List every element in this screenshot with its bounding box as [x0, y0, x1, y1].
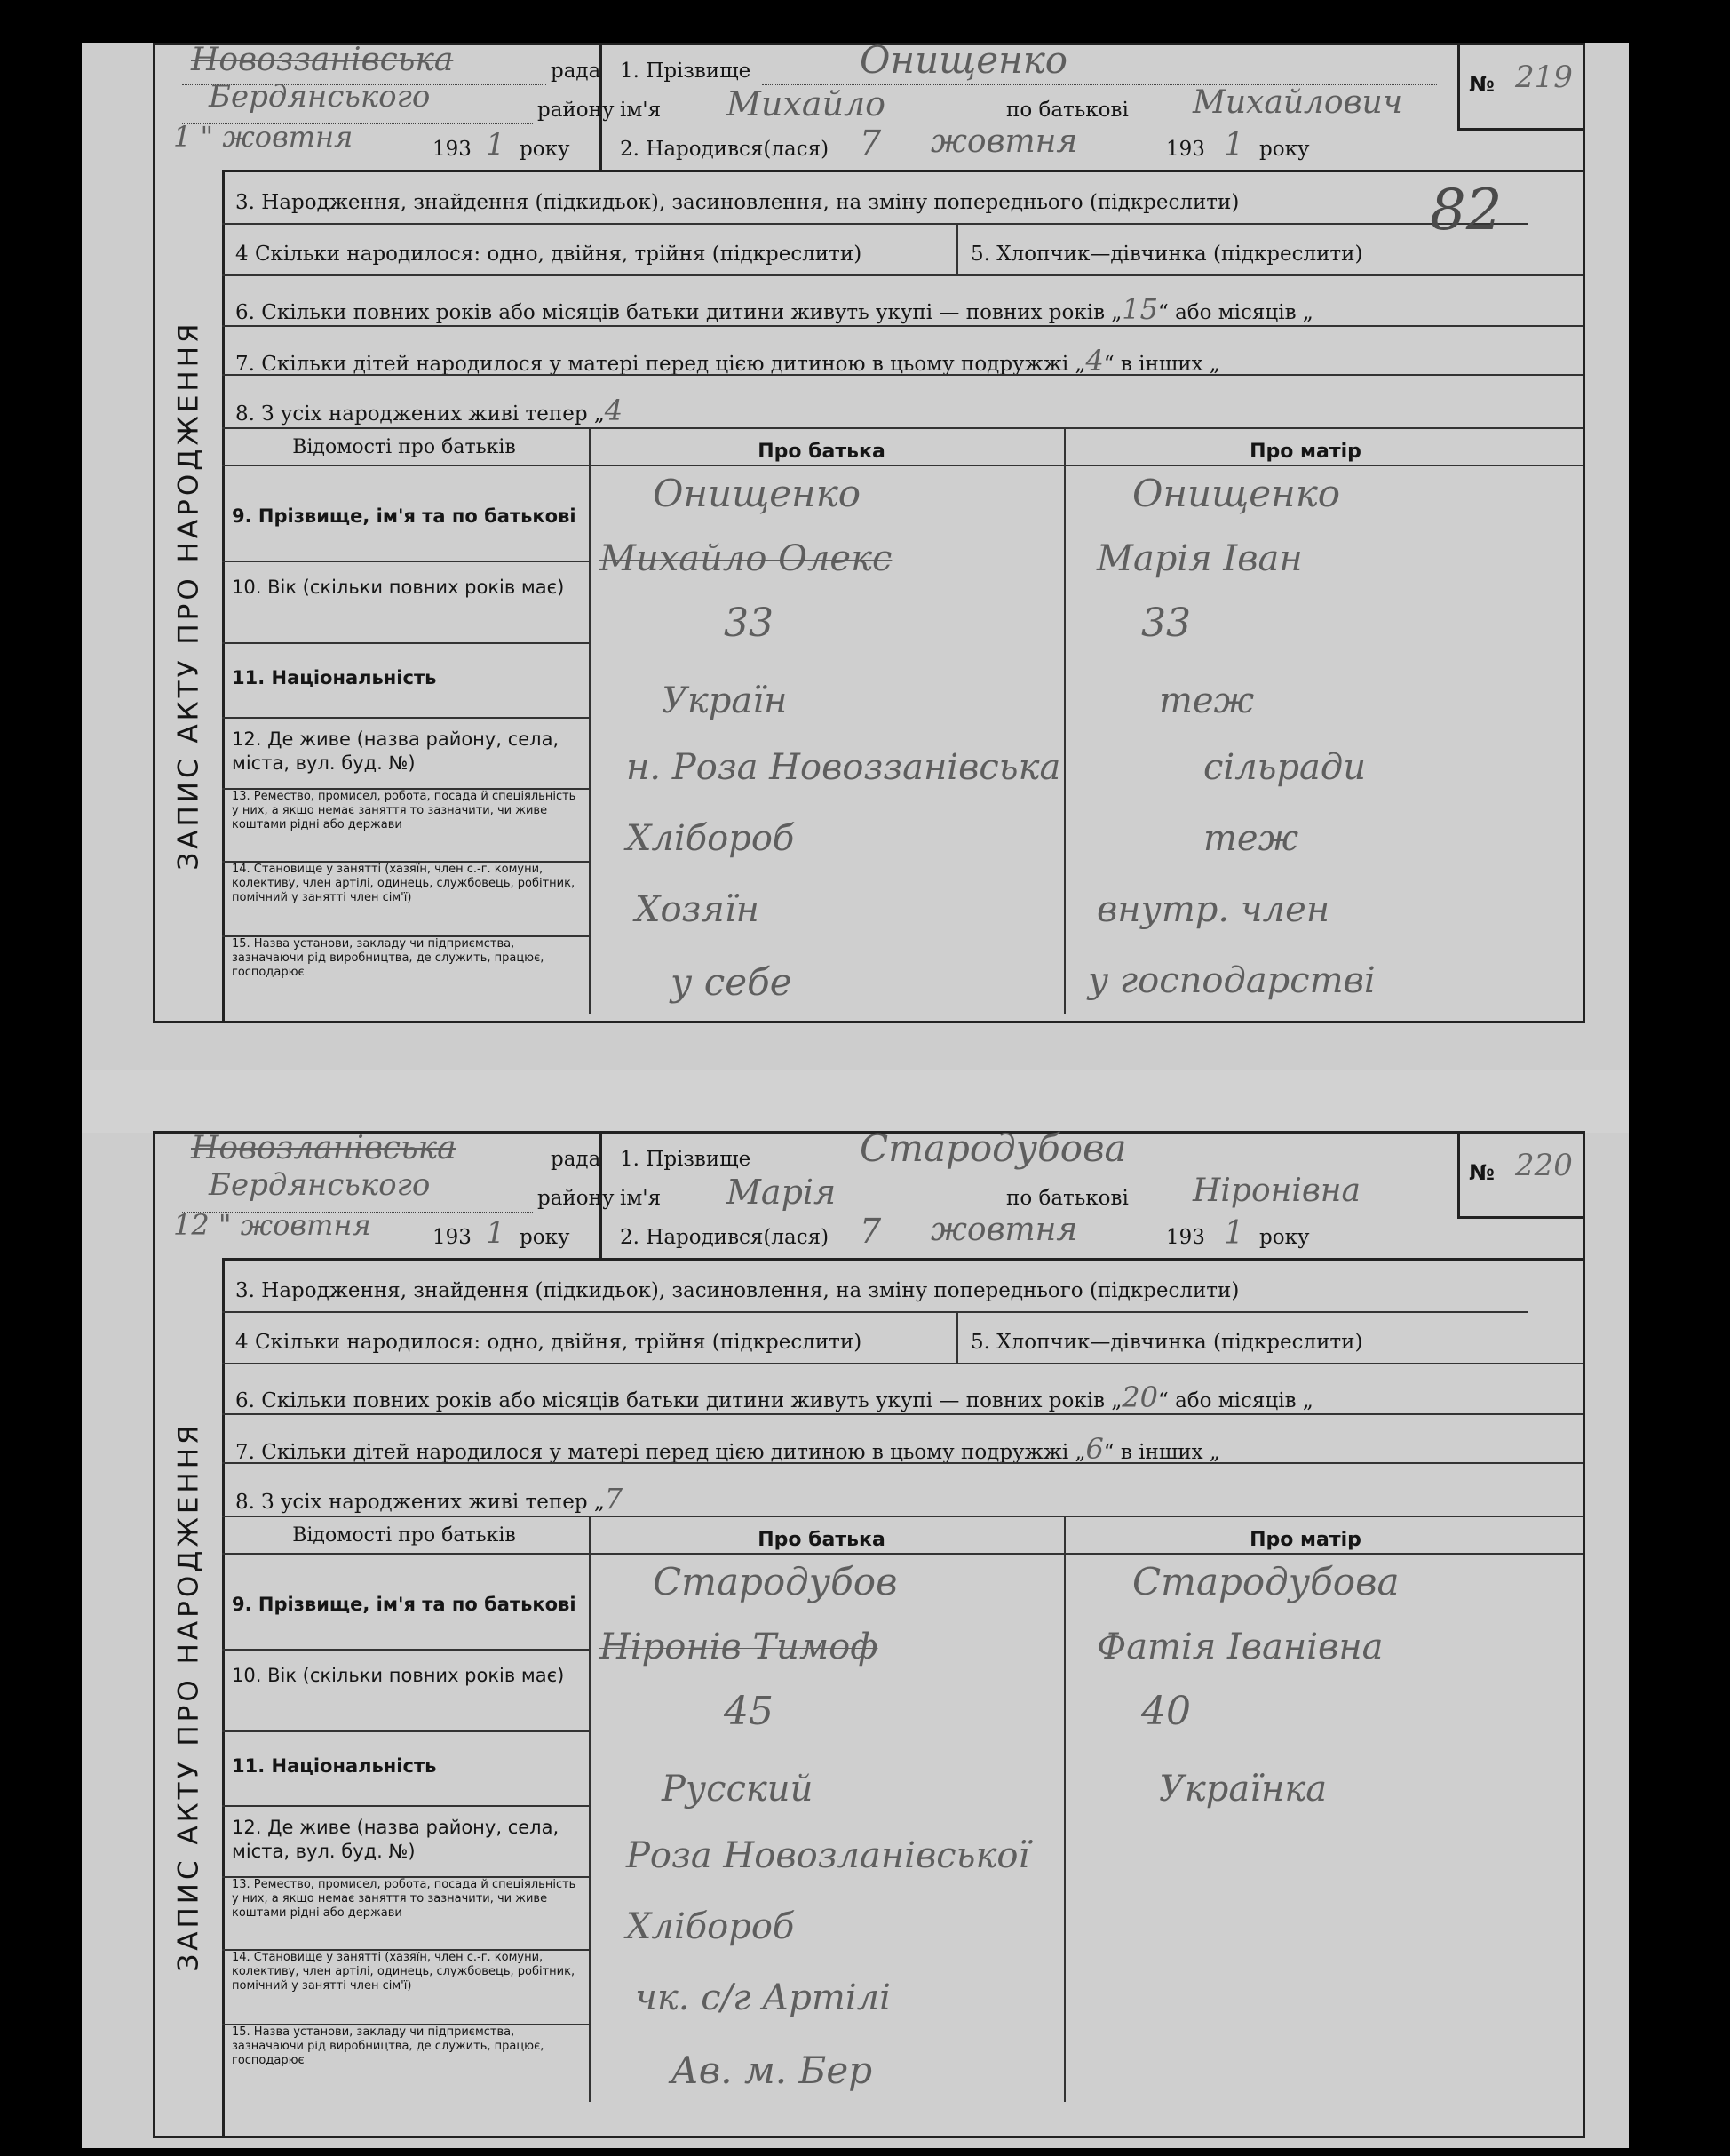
surname-label: 1. Прізвище	[620, 60, 751, 83]
record-title-vertical: ЗАПИС АКТУ ПРО НАРОДЖЕННЯ	[172, 320, 205, 871]
table-header-mother: Про матір	[1250, 441, 1361, 463]
handwritten-years-together: 20	[1122, 1380, 1158, 1414]
handwritten-raion: Бердянського	[209, 1167, 431, 1203]
row-14-status: 14. Становище у занятті (хазяїн, член с.-г. комуни, колективу, член артілі, одинець, службовець, робітник, помічний у занятті член сім'ї)	[232, 1951, 575, 1993]
handwritten-born-month: жовтня	[931, 123, 1078, 160]
mother-occupation: теж	[1203, 818, 1299, 859]
handwritten-date-year: 1	[486, 127, 505, 163]
mother-name: Фатія Іванівна	[1097, 1627, 1384, 1667]
mother-age: 40	[1141, 1689, 1191, 1734]
row-10-age: 10. Вік (скільки повних років має)	[232, 1665, 565, 1686]
handwritten-born-month: жовтня	[931, 1212, 1078, 1248]
raion-label: району	[537, 99, 615, 122]
handwritten-raion: Бердянського	[209, 79, 431, 115]
handwritten-patronymic: Ніронівна	[1193, 1173, 1361, 1209]
handwritten-living-now: 4	[604, 394, 623, 427]
handwritten-born-year: 1	[1224, 127, 1244, 163]
father-surname: Онищенко	[653, 472, 861, 515]
father-surname: Стародубов	[653, 1560, 898, 1603]
patronymic-label: по батькові	[1006, 99, 1129, 122]
born-label: 2. Народився(лася)	[620, 1226, 829, 1249]
handwritten-name: Михайло	[726, 84, 886, 123]
father-residence: Роза Новозланівської	[626, 1835, 1030, 1876]
row-6-years-together: 6. Скільки повних років або місяців батьки дитини живуть укупі — повних років „15“ або місяців „	[235, 292, 1313, 326]
mother-status: внутр. член	[1097, 889, 1330, 930]
handwritten-name: Марія	[726, 1173, 837, 1212]
surname-label: 1. Прізвище	[620, 1148, 751, 1171]
handwritten-children-before: 6	[1085, 1432, 1104, 1466]
row-5-sex: 5. Хлопчик—дівчинка (підкреслити)	[971, 1331, 1363, 1354]
father-status: чк. с/г Артілі	[635, 1977, 891, 2018]
record-number-box	[1457, 1134, 1583, 1219]
birth-record-2	[153, 1126, 1585, 2138]
row-3-birth-type: 3. Народження, знайдення (підкидьок), засиновлення, на зміну попереднього (підкреслити)	[235, 191, 1240, 214]
number-label: №	[1469, 1160, 1495, 1185]
rada-label: рада	[551, 60, 601, 83]
mother-age: 33	[1141, 601, 1191, 646]
handwritten-rada: Новоззанівська	[191, 42, 454, 78]
record-title-vertical: ЗАПИС АКТУ ПРО НАРОДЖЕННЯ	[172, 1421, 205, 1972]
handwritten-living-now: 7	[604, 1482, 623, 1516]
header-main	[602, 1126, 1455, 1258]
row-11-nationality: 11. Національність	[232, 667, 437, 688]
handwritten-children-before: 4	[1085, 344, 1104, 378]
mother-residence: сільради	[1203, 747, 1367, 788]
handwritten-born-day: 7	[860, 1212, 882, 1251]
handwritten-date: 1 " жовтня	[173, 120, 353, 154]
year-prefix: 193	[432, 138, 472, 161]
row-7-children-before: 7. Скільки дітей народилося у матері перед цією дитиною в цьому подружжі „6“ в інших „	[235, 1432, 1220, 1466]
father-name: Михайло Олекс	[599, 538, 893, 579]
handwritten-born-day: 7	[860, 123, 882, 163]
name-label: ім'я	[620, 1187, 662, 1210]
handwritten-surname: Стародубова	[860, 1126, 1127, 1170]
handwritten-surname: Онищенко	[860, 38, 1068, 82]
mother-surname: Стародубова	[1132, 1560, 1400, 1603]
handwritten-date: 12 " жовтня	[173, 1208, 371, 1242]
mother-surname: Онищенко	[1132, 472, 1341, 515]
father-age: 33	[724, 601, 774, 646]
row-9-full-name: 9. Прізвище, ім'я та по батькові	[232, 505, 576, 527]
rada-label: рада	[551, 1148, 601, 1171]
handwritten-record-number: 220	[1515, 1148, 1573, 1183]
number-label: №	[1469, 72, 1495, 97]
father-status: Хозяїн	[635, 889, 759, 930]
mother-nationality: теж	[1159, 680, 1255, 721]
row-8-living-now: 8. З усіх народжених живі тепер „4	[235, 394, 623, 427]
father-residence: н. Роза Новоззанівська	[626, 747, 1061, 788]
row-15-workplace: 15. Назва установи, закладу чи підприємства, зазначаючи рід виробництва, де служить, працює, господарює	[232, 2025, 544, 2067]
row-13-occupation: 13. Ремество, промисел, робота, посада й спеціяльність у них, а якщо немає заняття то зазначити, чи живе коштами рідні або держави	[232, 790, 576, 831]
table-header-info: Відомості про батьків	[292, 1524, 516, 1547]
header-left	[155, 1130, 615, 1258]
born-year-prefix: 193	[1166, 138, 1205, 161]
born-year-prefix: 193	[1166, 1226, 1205, 1249]
row-8-living-now: 8. З усіх народжених живі тепер „7	[235, 1482, 623, 1516]
table-header-info: Відомості про батьків	[292, 436, 516, 458]
row-11-nationality: 11. Національність	[232, 1755, 437, 1777]
birth-record-1	[153, 38, 1585, 1023]
handwritten-patronymic: Михайлович	[1193, 84, 1403, 121]
father-workplace: у себе	[671, 960, 792, 1004]
father-occupation: Хлібороб	[626, 1906, 795, 1947]
handwritten-record-number: 219	[1515, 60, 1573, 95]
year-prefix: 193	[432, 1226, 472, 1249]
mother-name: Марія Іван	[1097, 538, 1303, 579]
father-occupation: Хлібороб	[626, 818, 795, 859]
born-year-label: року	[1259, 138, 1310, 161]
father-nationality: Русский	[662, 1769, 813, 1810]
father-nationality: Україн	[662, 680, 788, 721]
table-header-mother: Про матір	[1250, 1529, 1361, 1551]
year-label: року	[520, 1226, 570, 1249]
row-13-occupation: 13. Ремество, промисел, робота, посада й спеціяльність у них, а якщо немає заняття то зазначити, чи живе коштами рідні або держави	[232, 1878, 576, 1920]
margin-annotation: 82	[1430, 178, 1503, 243]
row-4-count: 4 Скільки народилося: одно, двійня, трійня (підкреслити)	[235, 1331, 862, 1354]
record-number-box	[1457, 45, 1583, 131]
handwritten-rada: Новозланівська	[191, 1130, 456, 1166]
page-separator	[82, 1070, 1629, 1133]
year-label: року	[520, 138, 570, 161]
row-12-residence: 12. Де живе (назва району, села, міста, вул. буд. №)	[232, 728, 559, 774]
table-header-father: Про батька	[758, 1529, 885, 1551]
header-main	[602, 38, 1455, 170]
mother-nationality: Українка	[1159, 1769, 1328, 1810]
row-7-children-before: 7. Скільки дітей народилося у матері перед цією дитиною в цьому подружжі „4“ в інших „	[235, 344, 1220, 378]
handwritten-years-together: 15	[1122, 292, 1158, 326]
patronymic-label: по батькові	[1006, 1187, 1129, 1210]
father-workplace: Ав. м. Бер	[671, 2049, 873, 2092]
table-header-father: Про батька	[758, 441, 885, 463]
handwritten-date-year: 1	[486, 1215, 505, 1251]
row-5-sex: 5. Хлопчик—дівчинка (підкреслити)	[971, 243, 1363, 266]
row-14-status: 14. Становище у занятті (хазяїн, член с.-г. комуни, колективу, член артілі, одинець, службовець, робітник, помічний у занятті член сім'ї)	[232, 863, 575, 904]
raion-label: району	[537, 1187, 615, 1210]
mother-workplace: у господарстві	[1088, 960, 1376, 1001]
row-15-workplace: 15. Назва установи, закладу чи підприємства, зазначаючи рід виробництва, де служить, працює, господарює	[232, 937, 544, 979]
father-name: Ніронів Тимоф	[599, 1627, 878, 1667]
header-left	[155, 42, 615, 170]
born-label: 2. Народився(лася)	[620, 138, 829, 161]
row-6-years-together: 6. Скільки повних років або місяців батьки дитини живуть укупі — повних років „20“ або місяців „	[235, 1380, 1313, 1414]
name-label: ім'я	[620, 99, 662, 122]
handwritten-born-year: 1	[1224, 1215, 1244, 1252]
row-3-birth-type: 3. Народження, знайдення (підкидьок), засиновлення, на зміну попереднього (підкреслити)	[235, 1279, 1240, 1302]
born-year-label: року	[1259, 1226, 1310, 1249]
row-10-age: 10. Вік (скільки повних років має)	[232, 577, 565, 598]
row-4-count: 4 Скільки народилося: одно, двійня, трійня (підкреслити)	[235, 243, 862, 266]
father-age: 45	[724, 1689, 774, 1734]
row-9-full-name: 9. Прізвище, ім'я та по батькові	[232, 1594, 576, 1615]
row-12-residence: 12. Де живе (назва району, села, міста, вул. буд. №)	[232, 1817, 559, 1862]
